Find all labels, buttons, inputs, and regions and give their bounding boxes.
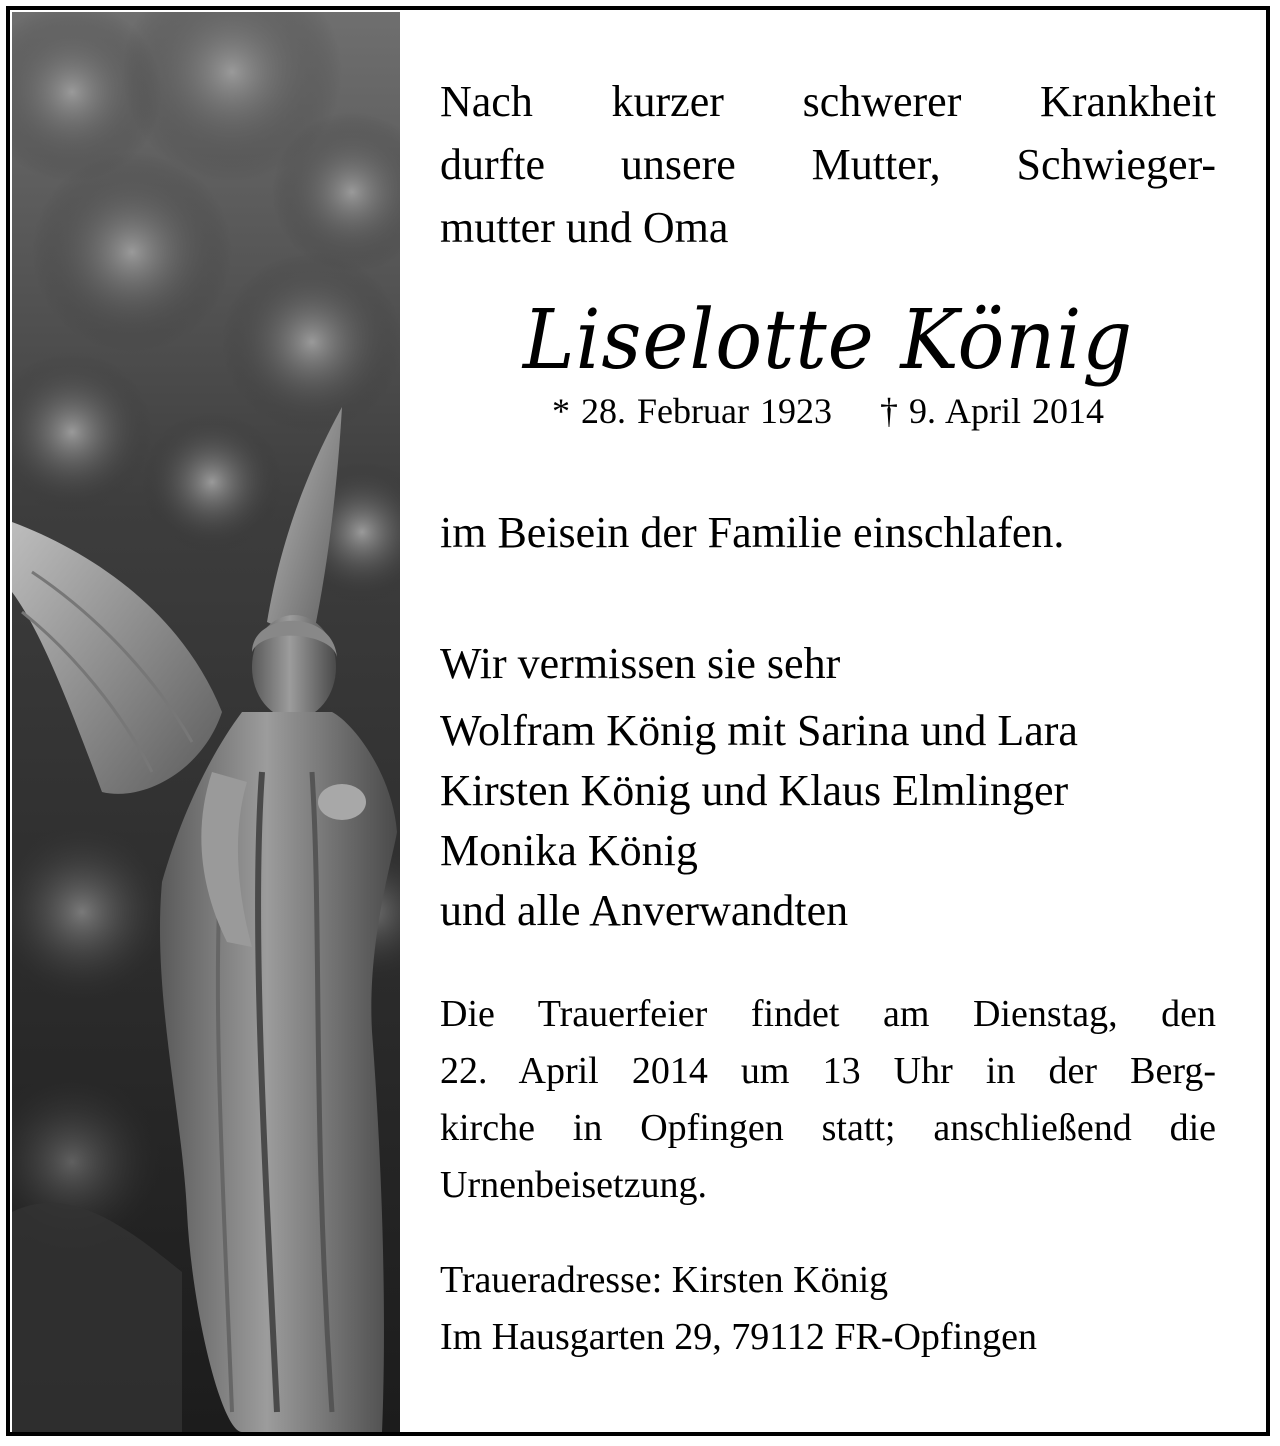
- intro-line: mutter und Oma: [440, 203, 729, 252]
- family-member: Monika König: [440, 826, 698, 875]
- deceased-name: Liselotte König: [522, 293, 1134, 388]
- intro-text: [440, 70, 1216, 259]
- ceremony-line: Urnenbeisetzung.: [440, 1164, 707, 1206]
- miss-text: Wir vermissen sie sehr: [440, 639, 841, 688]
- angel-statue-photo: [12, 12, 400, 1432]
- address-line: Im Hausgarten 29, 79112 FR-Opfingen: [440, 1316, 1037, 1358]
- passing-text: im Beisein der Familie einschlafen.: [440, 508, 1065, 557]
- death-date: † 9. April 2014: [879, 391, 1104, 431]
- birth-date: * 28. Februar 1923: [552, 391, 832, 431]
- family-member: Wolfram König mit Sarina und Lara: [440, 706, 1078, 755]
- ceremony-line: kirche in Opfingen statt; anschließend die: [440, 1107, 1216, 1149]
- address-line: Traueradresse: Kirsten König: [440, 1259, 889, 1301]
- angel-statue-icon: [12, 12, 400, 1432]
- family-list: [440, 701, 1216, 941]
- intro-line: Nach kurzer schwerer Krankheit: [440, 77, 1216, 126]
- life-dates: [440, 391, 1216, 431]
- mourning-address: [440, 1252, 1216, 1366]
- ceremony-line: Die Trauerfeier findet am Dienstag, den: [440, 993, 1216, 1035]
- ceremony-info: [440, 986, 1216, 1214]
- family-member: und alle Anverwandten: [440, 886, 849, 935]
- obituary-text: [440, 70, 1216, 1366]
- family-member: Kirsten König und Klaus Elmlinger: [440, 766, 1069, 815]
- ceremony-line: 22. April 2014 um 13 Uhr in der Berg-: [440, 1050, 1216, 1092]
- intro-line: durfte unsere Mutter, Schwieger-: [440, 140, 1216, 189]
